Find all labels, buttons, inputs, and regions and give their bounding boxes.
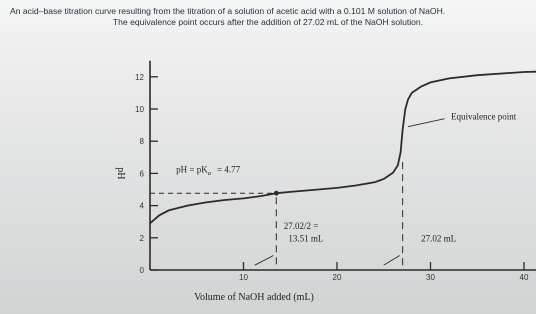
y-tick-label-12: 12	[135, 72, 144, 82]
y-tick-label-8: 8	[139, 137, 144, 147]
guide-lines	[150, 119, 445, 270]
half-volume-label-line1: 27.02/2 =	[283, 220, 319, 231]
ticks	[135, 73, 536, 282]
x-tick-label-10: 10	[239, 273, 248, 282]
pka-label	[176, 165, 240, 178]
y-tick-label-4: 4	[139, 201, 144, 211]
pka-label-value: = 4.77	[217, 164, 241, 175]
y-tick-label-0: 0	[139, 266, 144, 275]
caption-line-1: An acid–base titration curve resulting from the titration of a solution of acetic acid with a 0.101 M solution of NaOH.	[10, 6, 446, 16]
eq-volume-pointer	[384, 256, 400, 266]
caption-line-2: The equivalence point occurs after the addition of 27.02 mL of the NaOH solution.	[112, 17, 424, 27]
equivalence-point-label: Equivalence point	[451, 111, 517, 122]
pka-label-subscript: a	[207, 170, 212, 178]
pka-label-main: pH = pK	[176, 164, 208, 175]
titration-curve	[150, 69, 536, 223]
y-tick-label-10: 10	[135, 105, 144, 114]
equivalence-pointer	[408, 119, 444, 127]
y-tick-label-6: 6	[139, 169, 144, 179]
half-volume-label-line2: 13.51 mL	[288, 233, 324, 244]
y-axis-title: pH	[115, 167, 126, 180]
x-tick-label-20: 20	[332, 273, 342, 282]
half-equivalence-point	[274, 191, 279, 196]
x-axis-title: Volume of NaOH added (mL)	[194, 292, 314, 303]
x-tick-label-30: 30	[426, 273, 435, 282]
curve-layer	[150, 69, 536, 223]
y-tick-label-2: 2	[139, 233, 144, 243]
x-tick-label-40: 40	[519, 273, 529, 282]
chart-labels	[115, 111, 517, 303]
equivalence-volume-label: 27.02 mL	[421, 233, 457, 244]
axes	[150, 61, 536, 270]
half-volume-pointer	[255, 256, 274, 266]
